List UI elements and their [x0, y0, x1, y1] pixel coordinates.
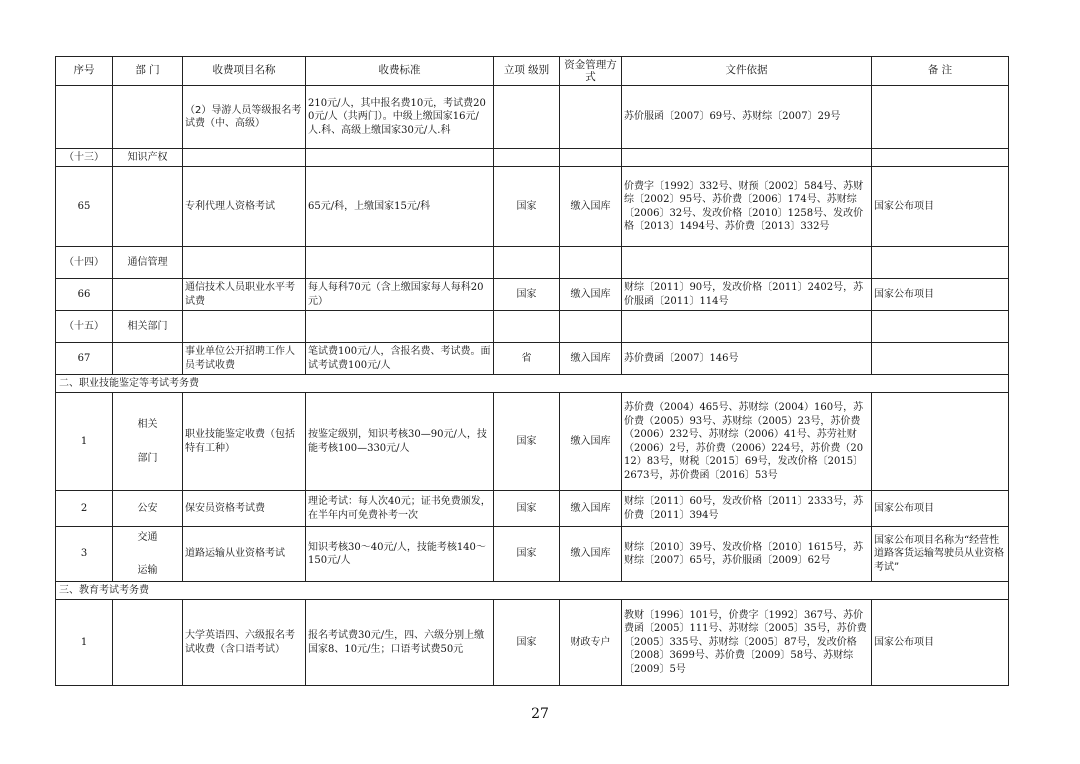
cell-seq: （十五）	[56, 311, 113, 343]
category-row	[56, 149, 1009, 167]
header-seq: 序号	[56, 57, 113, 86]
cell-level: 国家	[494, 167, 560, 247]
cell-level: 国家	[494, 393, 560, 491]
cell-level	[494, 86, 560, 149]
cell-standard: 210元/人，其中报名费10元，考试费200元/人（共两门）。中级上缴国家16元/人.科、高级上缴国家30元/人.科	[306, 86, 494, 149]
cell-item: 专利代理人资格考试	[183, 167, 306, 247]
cell-dept	[113, 167, 183, 247]
cell-dept	[113, 600, 183, 686]
cell-fund	[560, 86, 622, 149]
cell-seq: （十四）	[56, 247, 113, 279]
header-item: 收费项目名称	[183, 57, 306, 86]
cell-seq: 1	[56, 600, 113, 686]
dept-line-2: 部门	[137, 452, 158, 464]
cell-basis: 苏价费函〔2007〕146号	[622, 343, 872, 375]
cell-fund: 缴入国库	[560, 279, 622, 311]
cell-dept	[113, 279, 183, 311]
cell-dept: 公安	[113, 491, 183, 527]
cell-basis: 苏价费（2004）465号、苏财综（2004）160号，苏价费（2005）93号、苏财综（2005）23号，苏价费（2006）232号、苏财综（2006）41号、苏劳社财（2006）2号，苏价费（2006）224号，苏价费（2012）83号，财税〔2015〕69号，发改价格〔2015〕2673号，苏价费函〔2016〕53号	[622, 393, 872, 491]
cell-dept: 通信管理	[113, 247, 183, 279]
cell-seq: 1	[56, 393, 113, 491]
header-dept: 部 门	[113, 57, 183, 86]
cell-note	[872, 86, 1009, 149]
table-row	[56, 86, 1009, 149]
cell-seq: （十三）	[56, 149, 113, 167]
cell-level: 国家	[494, 279, 560, 311]
header-level: 立项 级别	[494, 57, 560, 86]
header-row	[56, 57, 1009, 86]
cell-seq	[56, 86, 113, 149]
cell-standard: 每人每科70元（含上缴国家每人每科20元）	[306, 279, 494, 311]
cell-seq: 66	[56, 279, 113, 311]
table-row	[56, 600, 1009, 686]
cell-note	[872, 343, 1009, 375]
fee-table	[55, 56, 1009, 686]
cell-fund: 缴入国库	[560, 343, 622, 375]
cell-fund: 缴入国库	[560, 393, 622, 491]
section-title: 二、职业技能鉴定等考试考务费	[56, 375, 1009, 393]
cell-seq: 2	[56, 491, 113, 527]
table-row	[56, 167, 1009, 247]
cell-basis: 苏价服函〔2007〕69号、苏财综〔2007〕29号	[622, 86, 872, 149]
cell-standard: 笔试费100元/人，含报名费、考试费。面试考试费100元/人	[306, 343, 494, 375]
cell-note: 国家公布项目	[872, 491, 1009, 527]
cell-dept	[113, 393, 183, 491]
cell-fund: 缴入国库	[560, 491, 622, 527]
cell-basis: 财综〔2011〕90号，发改价格〔2011〕2402号，苏价服函〔2011〕114号	[622, 279, 872, 311]
cell-dept: 相关部门	[113, 311, 183, 343]
table-row	[56, 393, 1009, 491]
cell-note: 国家公布项目	[872, 279, 1009, 311]
cell-level: 国家	[494, 527, 560, 582]
cell-note: 国家公布项目名称为“经营性道路客货运输驾驶员从业资格考试”	[872, 527, 1009, 582]
table-row	[56, 343, 1009, 375]
table-row	[56, 491, 1009, 527]
cell-item: 事业单位公开招聘工作人员考试收费	[183, 343, 306, 375]
header-fund: 资金管理方式	[560, 57, 622, 86]
page-number: 27	[531, 706, 549, 722]
cell-fund: 缴入国库	[560, 527, 622, 582]
dept-line-2: 运输	[137, 565, 158, 576]
cell-item: （2）导游人员等级报名考试费（中、高级）	[183, 86, 306, 149]
section-row	[56, 375, 1009, 393]
cell-level: 国家	[494, 600, 560, 686]
cell-standard: 理论考试：每人次40元；证书免费颁发，在半年内可免费补考一次	[306, 491, 494, 527]
cell-standard: 知识考核30～40元/人，技能考核140～150元/人	[306, 527, 494, 582]
cell-note: 国家公布项目	[872, 167, 1009, 247]
cell-item: 大学英语四、六级报名考试收费（含口语考试）	[183, 600, 306, 686]
cell-item: 职业技能鉴定收费（包括特有工种）	[183, 393, 306, 491]
cell-standard: 按鉴定级别，知识考核30—90元/人，技能考核100—330元/人	[306, 393, 494, 491]
header-standard: 收费标准	[306, 57, 494, 86]
cell-standard: 报名考试费30元/生，四、六级分别上缴国家8、10元/生；口语考试费50元	[306, 600, 494, 686]
cell-seq: 3	[56, 527, 113, 582]
cell-item: 道路运输从业资格考试	[183, 527, 306, 582]
category-row	[56, 311, 1009, 343]
cell-note	[872, 393, 1009, 491]
cell-level: 国家	[494, 491, 560, 527]
cell-basis: 教财〔1996〕101号，价费字〔1992〕367号、苏价费函〔2005〕111号、苏财综〔2005〕35号，苏价费〔2005〕335号、苏财综〔2005〕87号，发改价格〔2008〕3699号、苏价费〔2009〕58号、苏财综〔2009〕5号	[622, 600, 872, 686]
section-title: 三、教育考试考务费	[56, 582, 1009, 600]
cell-seq: 65	[56, 167, 113, 247]
cell-standard: 65元/科，上缴国家15元/科	[306, 167, 494, 247]
cell-basis: 价费字〔1992〕332号、财预〔2002〕584号、苏财综〔2002〕95号、苏价费〔2006〕174号、苏财综〔2006〕32号、发改价格〔2010〕1258号、发改价格〔2013〕1494号、苏价费〔2013〕332号	[622, 167, 872, 247]
section-row	[56, 582, 1009, 600]
cell-fund: 财政专户	[560, 600, 622, 686]
cell-note: 国家公布项目	[872, 600, 1009, 686]
cell-fund: 缴入国库	[560, 167, 622, 247]
header-note: 备 注	[872, 57, 1009, 86]
cell-dept: 知识产权	[113, 149, 183, 167]
table-row	[56, 527, 1009, 582]
dept-line-1: 交通	[137, 531, 158, 543]
dept-line-1: 相关	[137, 419, 158, 430]
cell-dept	[113, 86, 183, 149]
cell-item: 保安员资格考试费	[183, 491, 306, 527]
category-row	[56, 247, 1009, 279]
cell-dept	[113, 343, 183, 375]
cell-basis: 财综〔2010〕39号、发改价格〔2010〕1615号，苏财综〔2007〕65号，苏价服函〔2009〕62号	[622, 527, 872, 582]
cell-seq: 67	[56, 343, 113, 375]
cell-basis: 财综〔2011〕60号，发改价格〔2011〕2333号，苏价费〔2011〕394号	[622, 491, 872, 527]
cell-level: 省	[494, 343, 560, 375]
header-basis: 文件依据	[622, 57, 872, 86]
cell-item: 通信技术人员职业水平考试费	[183, 279, 306, 311]
cell-dept	[113, 527, 183, 582]
table-row	[56, 279, 1009, 311]
